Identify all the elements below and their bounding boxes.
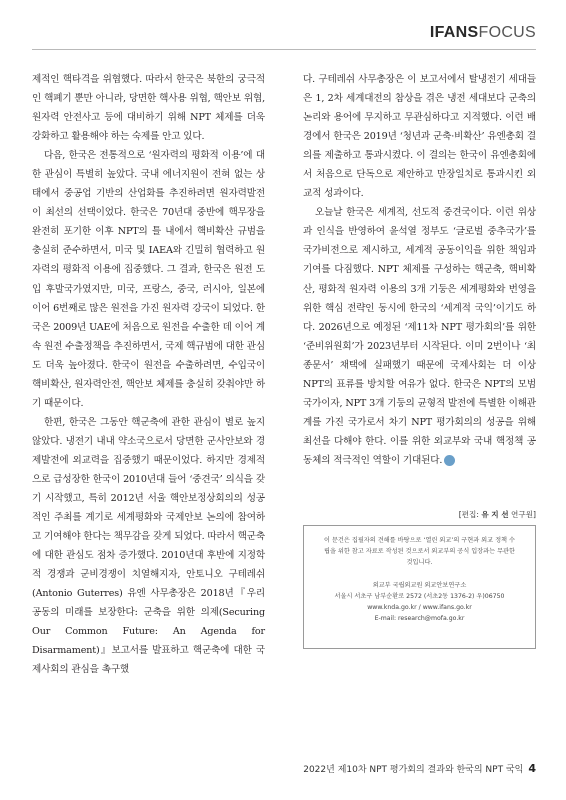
end-mark-icon: ✓ — [444, 455, 455, 466]
publisher-websites[interactable]: www.knda.go.kr / www.ifans.go.kr — [367, 604, 472, 611]
page-number: 4 — [528, 762, 536, 775]
left-paragraph-3: 한편, 한국은 그동안 핵군축에 관한 관심이 별로 높지 않았다. 냉전기 내내 약소국으로서 당면한 군사안보와 경제발전에 외교력을 집중했기 때문이었다. 하지만 경제적으로 급성장한 한국이 2010년대 들어 ‘중견국’ 의식을 갖기 시작했고, 특히 2012년 서울 핵안보정상회의의 성공적인 주최를 계기로 세계평화와 국제안보 논의에 참여하고 기여해야 한다는 책무감을 갖게 되었다. 따라서 핵군축에 대한 관심도 점차 증가했다. 2010년대 후반에 지정학적 경쟁과 군비경쟁이 치열해지자, 안토니오 구테레쉬(Antonio Guterres) 유엔 사무총장은 2018년『우리 공동의 미래를 보장한다: 군축을 위한 의제(Securing Our Common Future: An Agenda for Disarmament)』보고서를 발표하고 핵군축에 대한 국제사회의 관심을 촉구했 — [32, 416, 265, 676]
right-column — [303, 70, 536, 470]
editor-name: 유 지 선 — [481, 510, 509, 519]
brand-bold: IFANS — [429, 24, 479, 41]
editor-suffix: 연구원] — [508, 510, 536, 519]
disclaimer-note: 이 문건은 집필자의 견해를 바탕으로 ‘열린 외교’의 구현과 외교 정책 수립을 위한 참고 자료로 작성된 것으로서 외교부의 공식 입장과는 무관한 것입니다. — [323, 537, 516, 566]
disclaimer-box — [303, 525, 536, 649]
right-paragraph-2 — [303, 203, 536, 470]
publisher-org: 외교부 국립외교원 외교안보연구소 — [372, 582, 467, 589]
right-paragraph-2-text: 오늘날 한국은 세계적, 선도적 중견국이다. 이런 위상과 인식을 반영하여 윤석열 정부도 ‘글로벌 중추국가’를 국가비전으로 제시하고, 세계적 공동이익을 위한 책임과 기여를 다짐했다. NPT 체제를 구성하는 핵군축, 핵비확산, 평화적 원자력 이용의 3개 기둥은 세계평화와 번영을 위한 핵심 전략인 동시에 한국의 ‘세계적 국익’이기도 하다. 2026년으로 예정된 ‘제11차 NPT 평가회의’를 위한 ‘준비위원회’가 2023년부터 시작된다. 이미 2번이나 ‘최종문서’ 채택에 실패했기 때문에 국제사회는 더 이상 NPT의 표류를 방치할 여유가 없다. 한국은 NPT의 모범국가이자, NPT 3개 기둥의 균형적 발전에 특별한 이해관계를 가진 국가로서 차기 NPT 평가회의의 성공을 위해 최선을 다해야 한다. 이를 위한 외교부와 국내 핵정책 공동체의 적극적인 역할이 기대된다. — [303, 207, 536, 466]
publisher-email[interactable]: E-mail: research@mofa.go.kr — [374, 615, 465, 622]
ifans-focus-logo — [430, 24, 536, 42]
editor-prefix: [편집: — [458, 510, 482, 519]
left-paragraph-1: 제적인 핵타격을 위협했다. 따라서 한국은 북한의 궁극적인 핵폐기 뿐만 아니라, 당면한 핵사용 위협, 핵안보 위협, 원자력 안전사고 등에 대비하기 위해 NPT 체제를 더욱 강화하고 활용해야 하는 숙제를 안고 있다. — [32, 74, 265, 143]
right-paragraph-1: 다. 구테레쉬 사무총장은 이 보고서에서 탈냉전기 세대들은 1, 2차 세계대전의 참상을 겪은 냉전 세대보다 군축의 논리와 용어에 무지하고 무관심하다고 지적했다. 이런 배경에서 한국은 2019년 ‘청년과 군축·비확산’ 유엔총회 결의를 제출하고 통과시켰다. 이 결의는 한국이 유엔총회에서 처음으로 단독으로 제안하고 만장일치로 통과시킨 외교적 성과이다. — [303, 74, 536, 200]
brand-light: FOCUS — [478, 24, 536, 41]
left-paragraph-2: 다음, 한국은 전통적으로 ‘원자력의 평화적 이용’에 대한 관심이 특별히 높았다. 국내 에너지원이 전혀 없는 상태에서 중공업 기반의 산업화를 추진하려면 원자력발전이 최선의 선택이었다. 한국은 70년대 중반에 핵무장을 완전히 포기한 이후 NPT의 틀 내에서 핵비확산 규범을 충실히 준수하면서, 미국 및 IAEA와 긴밀히 협력하고 원자력의 평화적 이용에 집중했다. 그 결과, 한국은 원전 도입 후발국가였지만, 미국, 프랑스, 중국, 러시아, 일본에 이어 6번째로 많은 원전을 가진 원자력 강국이 되었다. 한국은 2009년 UAE에 처음으로 원전을 수출한 데 이어 계속 원전 수출정책을 추진하면서, 국제 핵규범에 대한 관심도 더욱 높아졌다. 한국이 원전을 수출하려면, 수입국이 핵비확산, 원자력안전, 핵안보 체제를 충실히 갖춰야만 하기 때문이다. — [32, 150, 265, 409]
header-divider — [32, 49, 536, 50]
page-footer — [303, 762, 536, 775]
left-column — [32, 70, 265, 680]
editor-credit — [303, 509, 536, 520]
publisher-address: 서울시 서초구 남부순환로 2572 (서초2동 1376-2) 우)06750 — [334, 593, 505, 600]
footer-title: 2022년 제10차 NPT 평가회의 결과와 한국의 NPT 국익 — [303, 765, 524, 775]
